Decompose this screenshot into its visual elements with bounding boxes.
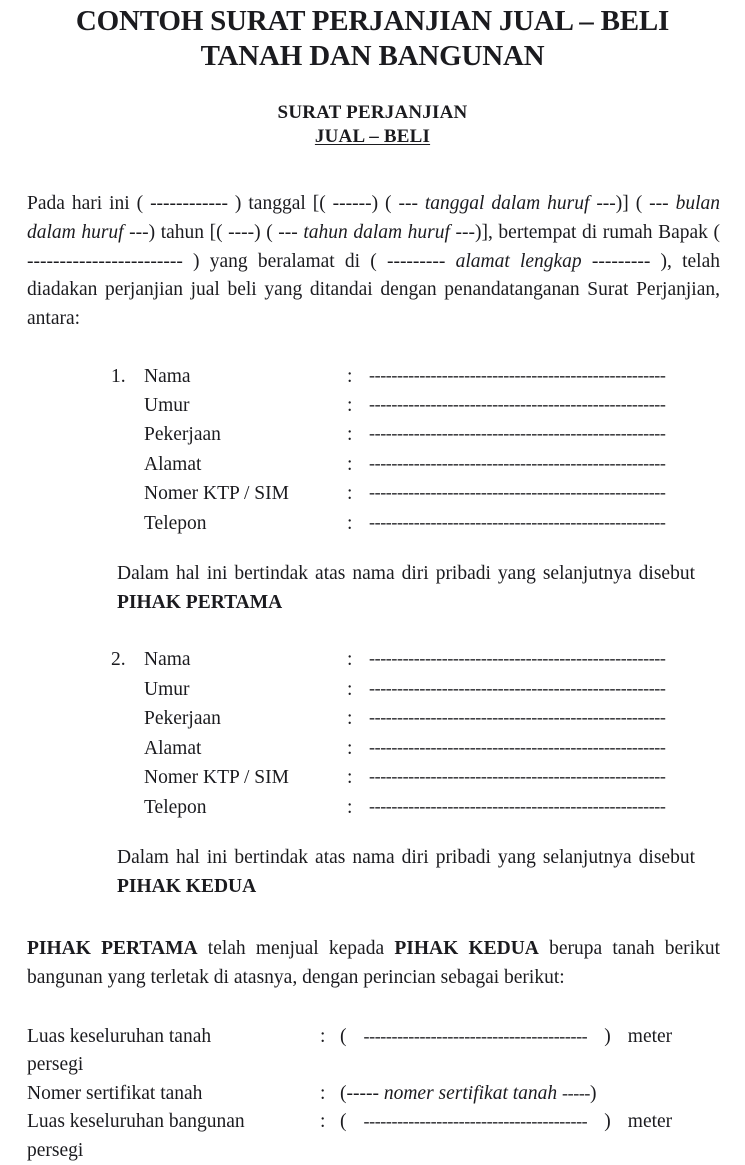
document-body xyxy=(0,190,745,1165)
detail-open-paren: (----- xyxy=(340,1082,379,1104)
detail-label: Nomer sertifikat tanah xyxy=(27,1082,203,1104)
detail-colon: : xyxy=(320,1082,326,1104)
detail-blank: ----- xyxy=(562,1082,591,1103)
party-note-text: Dalam hal ini bertindak atas nama diri pribadi yang selanjutnya disebut xyxy=(117,563,695,585)
party-field-label: Umur xyxy=(144,394,190,416)
party-field-blank: ----------------------------------------------------- xyxy=(369,482,666,503)
detail-open-paren: ( xyxy=(340,1111,347,1133)
detail-value xyxy=(340,1023,720,1051)
party-field-blank: ----------------------------------------------------- xyxy=(369,795,666,816)
party-role-pihak-pertama: PIHAK PERTAMA xyxy=(117,591,283,613)
party-note-1 xyxy=(27,560,720,617)
party-field-label: Pekerjaan xyxy=(144,708,221,730)
party-field-blank: ----------------------------------------------------- xyxy=(369,393,666,414)
opening-paragraph xyxy=(27,190,720,333)
opening-italic-alamat: alamat lengkap xyxy=(455,250,582,272)
detail-value xyxy=(340,1080,720,1108)
party-field-colon: : xyxy=(347,424,353,446)
detail-italic-placeholder: nomer sertifikat tanah xyxy=(383,1082,558,1104)
party-field-blank: ----------------------------------------------------- xyxy=(369,452,666,473)
detail-colon: : xyxy=(320,1111,326,1133)
party-field-colon: : xyxy=(347,767,353,789)
party-field-label: Nomer KTP / SIM xyxy=(144,767,289,789)
party-field-label: Nama xyxy=(144,649,191,671)
party-field-row xyxy=(111,450,720,479)
party-field-blank: ----------------------------------------------------- xyxy=(369,511,666,532)
transition-text-1: telah menjual kepada xyxy=(197,938,395,960)
detail-wrap-text: persegi xyxy=(27,1139,84,1161)
party-field-row xyxy=(111,479,720,508)
subtitle-line-2: JUAL – BELI xyxy=(314,125,431,147)
detail-unit: meter xyxy=(627,1025,673,1047)
detail-value xyxy=(340,1108,720,1136)
opening-italic-bulan: bulan dalam huruf xyxy=(27,193,721,243)
party-field-blank: ----------------------------------------------------- xyxy=(369,736,666,757)
detail-colon: : xyxy=(320,1025,326,1047)
party-field-row xyxy=(111,420,720,449)
party-field-label: Nomer KTP / SIM xyxy=(144,483,289,505)
party-field-row xyxy=(111,704,720,733)
detail-label: Luas keseluruhan tanah xyxy=(27,1025,212,1047)
party-field-colon: : xyxy=(347,678,353,700)
party-field-colon: : xyxy=(347,737,353,759)
transition-text-2: berupa tanah berikut bangunan yang terletak di atasnya, dengan perincian sebagai berikut: xyxy=(27,938,720,989)
subtitle-line-1: SURAT PERJANJIAN xyxy=(277,101,468,123)
detail-close-paren: ) xyxy=(590,1082,597,1104)
party-field-label: Telepon xyxy=(144,512,207,534)
opening-italic-tanggal: tanggal dalam huruf xyxy=(424,193,590,215)
property-details xyxy=(27,1023,720,1165)
transition-bold-pihak-pertama: PIHAK PERTAMA xyxy=(27,938,198,960)
opening-italic-tahun: tahun dalam huruf xyxy=(303,221,450,243)
detail-close-paren: ) xyxy=(604,1025,611,1047)
party-field-colon: : xyxy=(347,512,353,534)
party-field-label: Telepon xyxy=(144,796,207,818)
party-field-row xyxy=(111,793,720,822)
party-field-row xyxy=(111,509,720,538)
party-field-label: Alamat xyxy=(144,737,202,759)
party-field-label: Nama xyxy=(144,365,191,387)
detail-row xyxy=(27,1023,720,1051)
opening-text-4: ---)], bertempat di rumah Bapak ( ------------------------ ) yang beralamat di ( --------- xyxy=(27,221,720,272)
party-number: 1. xyxy=(111,365,126,387)
opening-text-2: ---)] ( --- xyxy=(589,193,676,215)
detail-row xyxy=(27,1108,720,1136)
party-note-2 xyxy=(27,844,720,901)
party-field-blank: ----------------------------------------------------- xyxy=(369,648,666,669)
party-field-blank: ----------------------------------------------------- xyxy=(369,364,666,385)
party-note-text: Dalam hal ini bertindak atas nama diri pribadi yang selanjutnya disebut xyxy=(117,847,695,869)
page-title: CONTOH SURAT PERJANJIAN JUAL – BELI TANAH DAN BANGUNAN xyxy=(75,5,670,73)
party-number: 2. xyxy=(111,649,126,671)
party-field-blank: ----------------------------------------------------- xyxy=(369,707,666,728)
party-field-label: Umur xyxy=(144,678,190,700)
party-field-blank: ----------------------------------------------------- xyxy=(369,766,666,787)
document-subtitle xyxy=(0,101,745,149)
party-field-colon: : xyxy=(347,394,353,416)
detail-unit: meter xyxy=(627,1111,673,1133)
party-field-colon: : xyxy=(347,796,353,818)
party-field-label: Alamat xyxy=(144,453,202,475)
party-field-row xyxy=(111,675,720,704)
detail-blank: ---------------------------------------- xyxy=(363,1025,588,1046)
detail-open-paren: ( xyxy=(340,1025,347,1047)
detail-row xyxy=(27,1080,720,1108)
party-field-blank: ----------------------------------------------------- xyxy=(369,677,666,698)
party-field-row xyxy=(111,645,720,674)
party-role-pihak-kedua: PIHAK KEDUA xyxy=(117,875,257,897)
party-field-colon: : xyxy=(347,483,353,505)
party-field-row xyxy=(111,734,720,763)
party-field-colon: : xyxy=(347,649,353,671)
party-field-row xyxy=(111,362,720,391)
detail-label: Luas keseluruhan bangunan xyxy=(27,1111,245,1133)
party-field-colon: : xyxy=(347,708,353,730)
transition-bold-pihak-kedua: PIHAK KEDUA xyxy=(394,938,539,960)
detail-close-paren: ) xyxy=(604,1111,611,1133)
party-field-row xyxy=(111,763,720,792)
party-field-row xyxy=(111,391,720,420)
detail-wrap-text: persegi xyxy=(27,1054,84,1076)
opening-text-1: Pada hari ini ( ------------ ) tanggal [( ------) ( --- xyxy=(27,193,425,215)
opening-text-3: ---) tahun [( ----) ( --- xyxy=(123,221,304,243)
party-field-blank: ----------------------------------------------------- xyxy=(369,423,666,444)
party-block-2 xyxy=(27,645,720,822)
transition-paragraph xyxy=(27,935,720,992)
detail-blank: ---------------------------------------- xyxy=(363,1111,588,1132)
party-field-label: Pekerjaan xyxy=(144,424,221,446)
party-block-1 xyxy=(27,362,720,539)
party-field-colon: : xyxy=(347,365,353,387)
party-field-colon: : xyxy=(347,453,353,475)
opening-text-5: --------- ), telah diadakan perjanjian jual beli yang ditandai dengan penandatanganan Surat Perjanjian, antara: xyxy=(27,250,720,329)
